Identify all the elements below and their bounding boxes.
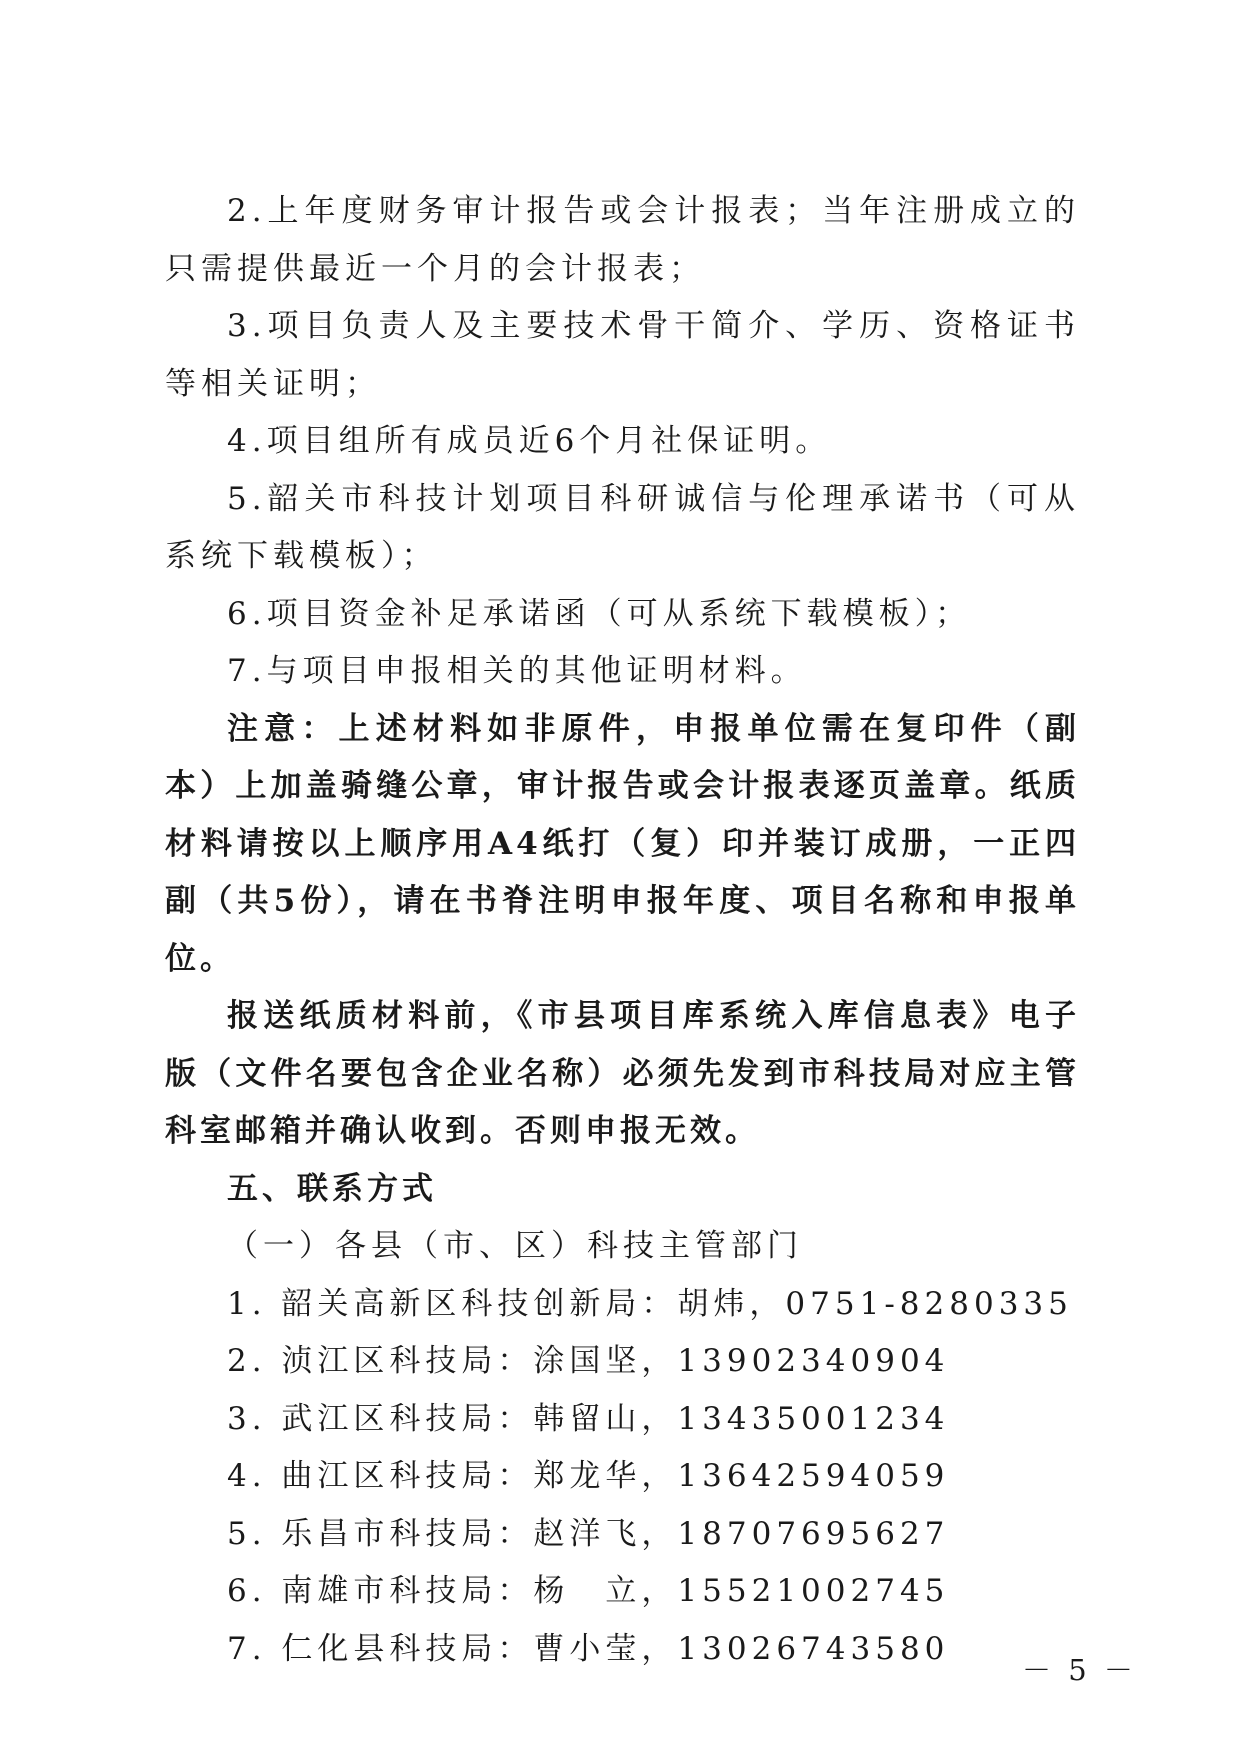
page-body bbox=[165, 183, 1080, 1678]
submission-paragraph: 报送纸质材料前，《市县项目库系统入库信息表》电子版（文件名要包含企业名称）必须先发到市科技局对应主管科室邮箱并确认收到。否则申报无效。 bbox=[165, 998, 1080, 1149]
contact-list bbox=[165, 1276, 1080, 1679]
section-subheading: （一）各县（市、区）科技主管部门 bbox=[227, 1228, 803, 1264]
contact-item: 1. 韶关高新区科技创新局：胡炜，0751-8280335 bbox=[227, 1285, 1073, 1322]
paragraph-item-6: 6.项目资金补足承诺函（可从系统下载模板）； bbox=[227, 595, 972, 632]
contact-item: 5. 乐昌市科技局：赵洋飞，18707695627 bbox=[227, 1515, 950, 1552]
paragraph-item-7: 7.与项目申报相关的其他证明材料。 bbox=[227, 653, 807, 689]
paragraph-item-2: 2.上年度财务审计报告或会计报表；当年注册成立的只需提供最近一个月的会计报表； bbox=[165, 193, 1080, 287]
paragraph-item-3: 3.项目负责人及主要技术骨干简介、学历、资格证书等相关证明； bbox=[165, 308, 1080, 402]
paragraph-item-5: 5.韶关市科技计划项目科研诚信与伦理承诺书（可从系统下载模板）； bbox=[165, 480, 1080, 574]
contact-item: 6. 南雄市科技局：杨 立，15521002745 bbox=[227, 1573, 950, 1609]
page-number: － 5 － bbox=[1022, 1653, 1137, 1687]
contact-item: 4. 曲江区科技局：郑龙华，13642594059 bbox=[227, 1458, 950, 1494]
note-paragraph: 注意：上述材料如非原件，申报单位需在复印件（副本）上加盖骑缝公章，审计报告或会计报表逐页盖章。纸质材料请按以上顺序用A4纸打（复）印并装订成册，一正四副（共5份），请在书脊注明申报年度、项目名称和申报单位。 bbox=[165, 710, 1080, 977]
contact-item: 2. 浈江区科技局：涂国坚，13902340904 bbox=[227, 1343, 950, 1379]
section-heading: 五、联系方式 bbox=[227, 1170, 437, 1207]
paragraph-item-4: 4.项目组所有成员近6个月社保证明。 bbox=[227, 423, 832, 459]
contact-item: 7. 仁化县科技局：曹小莹，13026743580 bbox=[227, 1630, 950, 1667]
contact-item: 3. 武江区科技局：韩留山，13435001234 bbox=[227, 1400, 950, 1437]
